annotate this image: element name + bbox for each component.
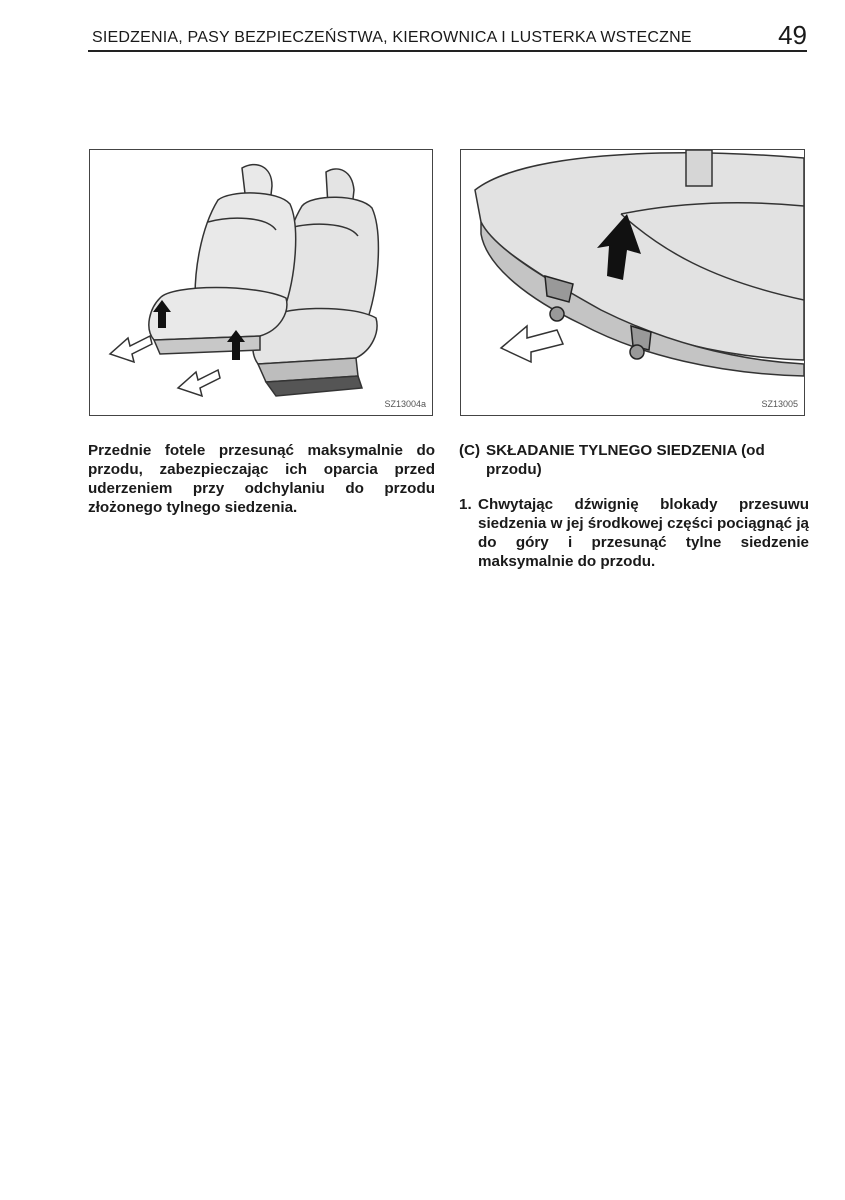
running-header-title: SIEDZENIA, PASY BEZPIECZEŃSTWA, KIEROWNICA I LUSTERKA WSTECZNE [92,29,692,46]
figure-code-right: SZ13005 [761,399,798,409]
rear-seat-illustration [460,149,805,416]
step-list-item [459,495,809,571]
front-seats-drawing [90,150,432,415]
step-number: 1. [459,496,472,513]
header-rule [88,50,807,52]
page-number: 49 [778,20,807,50]
section-marker: (C) [459,442,481,459]
front-seats-instruction: Przednie fotele przesunąć maksymalnie do przodu, zabezpieczając ich oparcia przed uderzeniem przy odchylaniu do przodu złożonego tylnego siedzenia. [88,442,435,516]
front-left-seat [149,165,296,354]
section-title: SKŁADANIE TYLNEGO SIEDZENIA (od przodu) [486,442,765,478]
figure-code-left: SZ13004a [384,399,426,409]
front-seats-illustration [89,149,433,416]
step-text: Chwytając dźwignię blokady przesuwu siedzenia w jej środkowej części pociągnąć ją do góry i przesunąć tylne siedzenie maksymalnie do przodu. [478,496,809,570]
forward-direction-arrow [501,326,563,362]
headrest-post [686,150,712,186]
rear-seat-drawing [461,150,804,415]
section-heading [459,441,809,479]
